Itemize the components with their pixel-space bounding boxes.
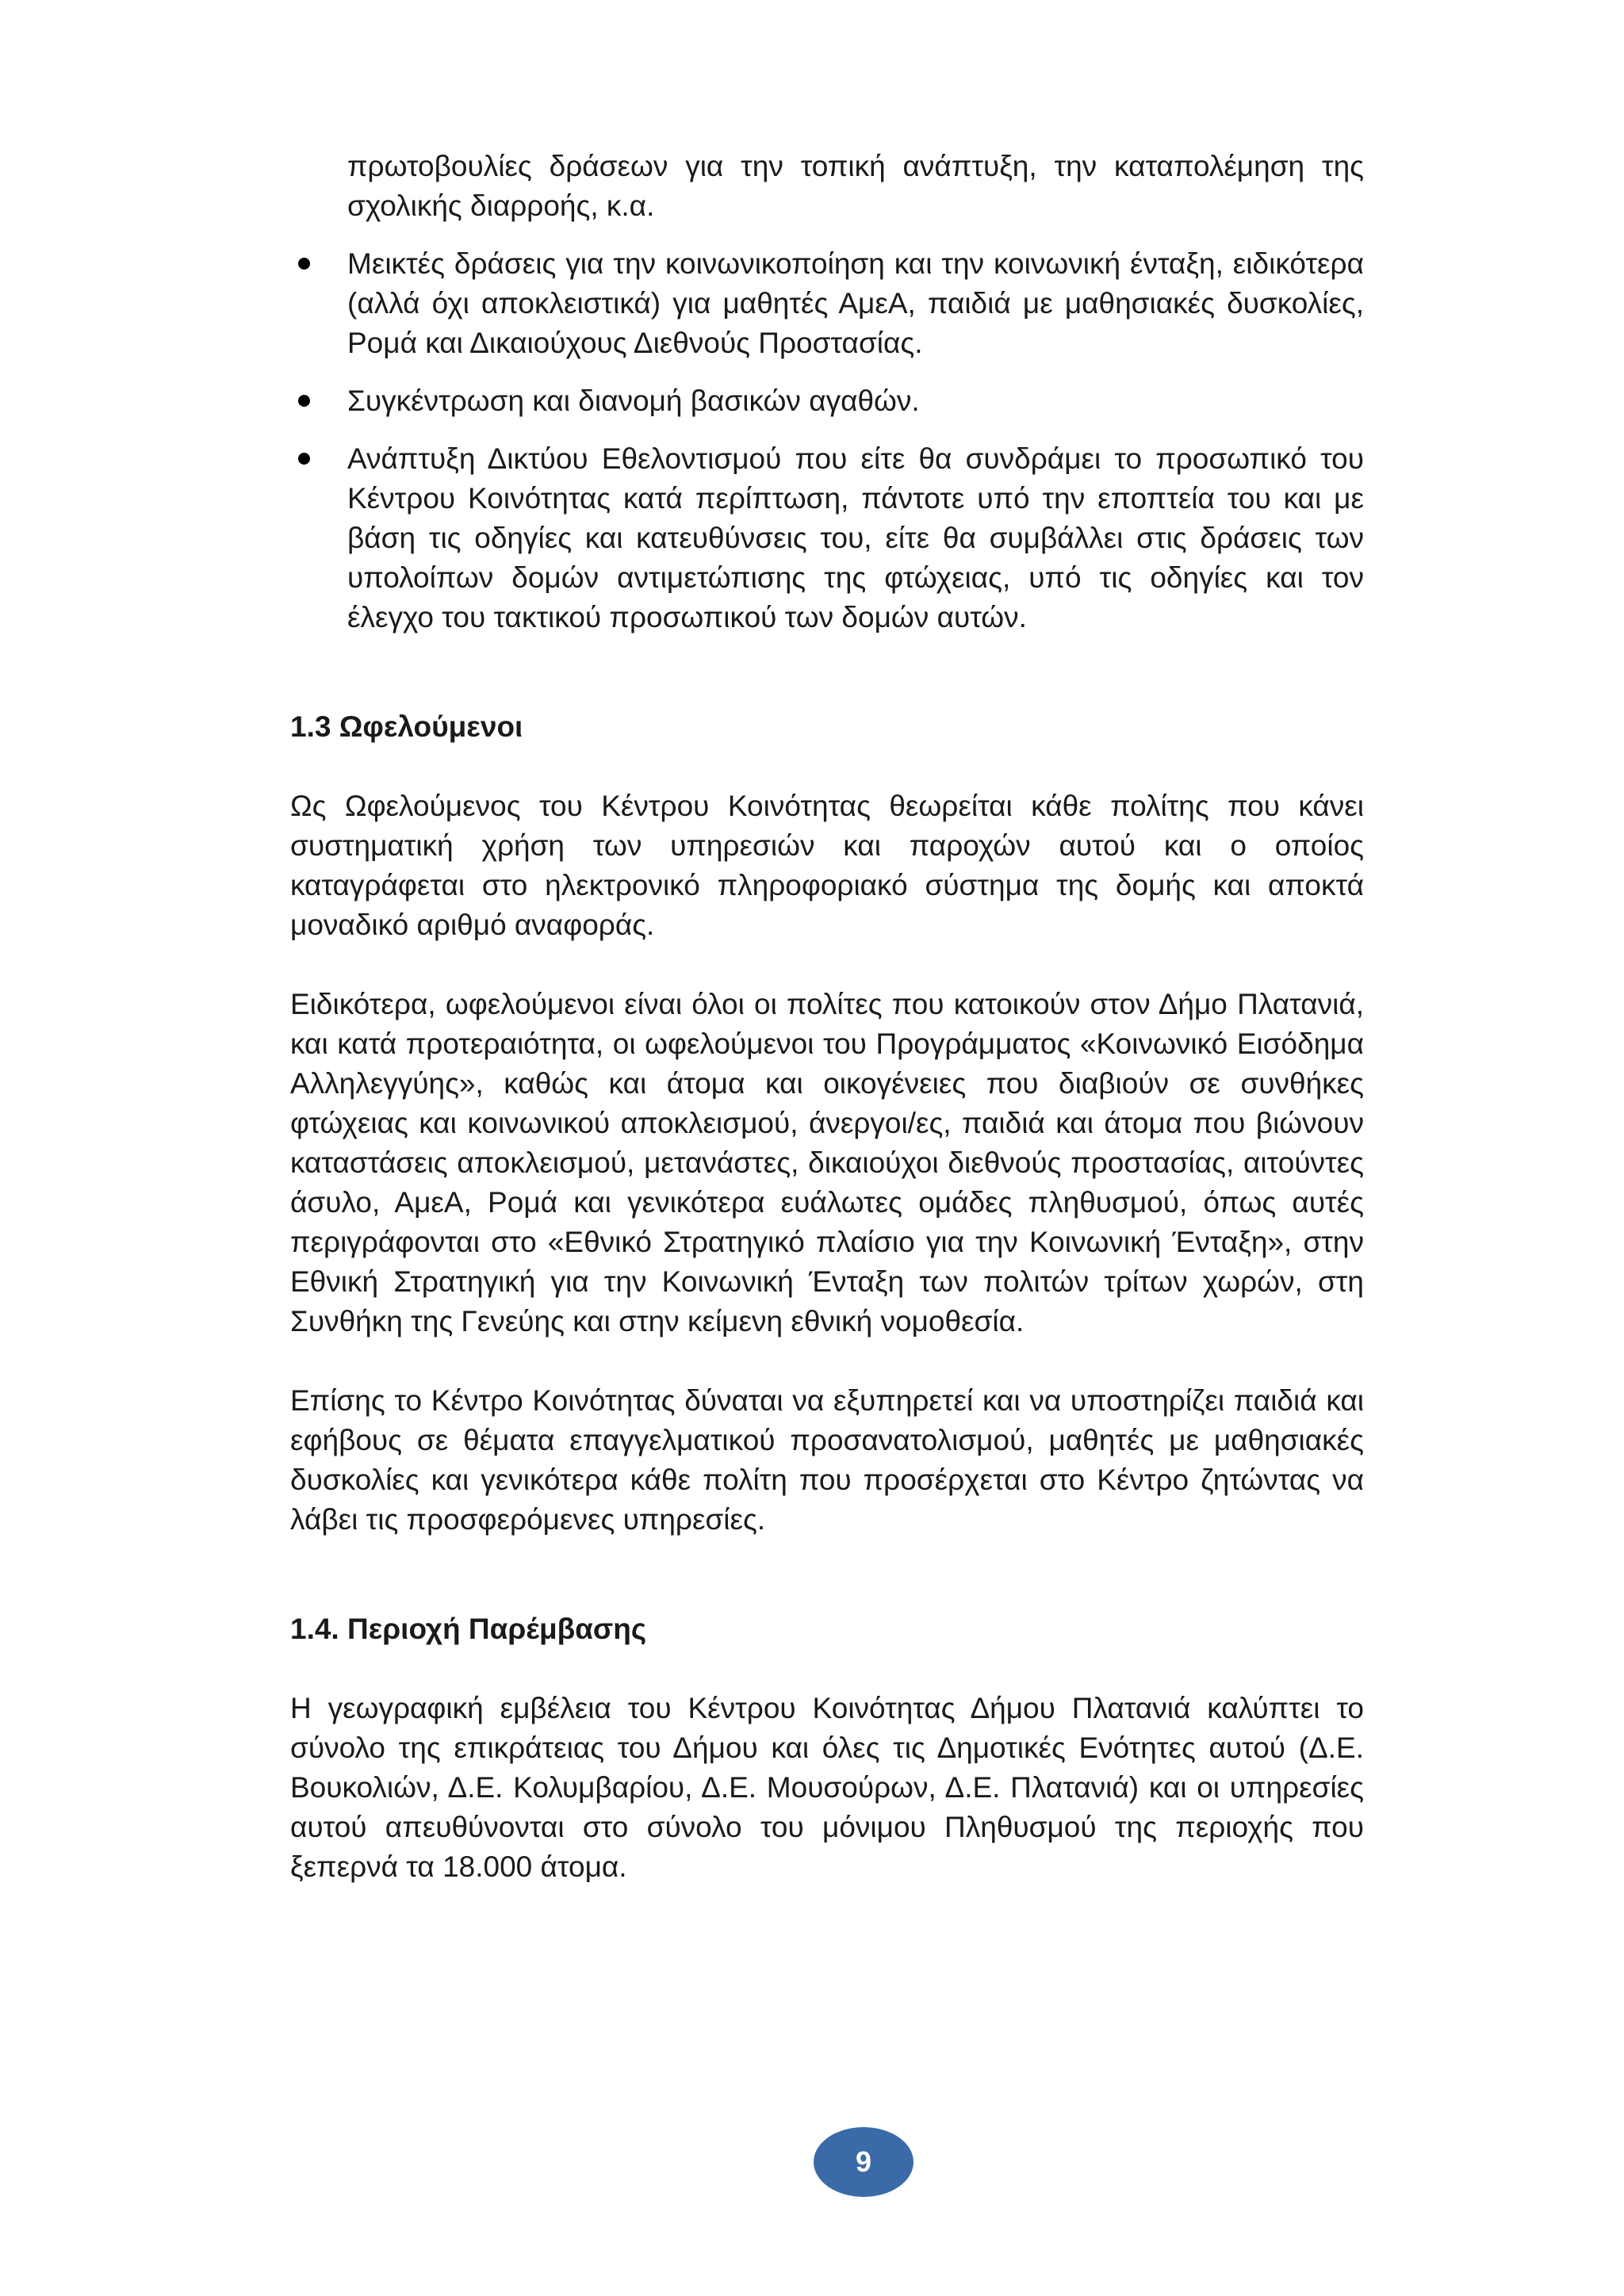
section-heading-intervention-area: 1.4. Περιοχή Παρέμβασης (290, 1613, 647, 1645)
bullet-icon (298, 258, 310, 270)
beneficiaries-paragraph-1: Ως Ωφελούμενος του Κέντρου Κοινότητας θεωρείται κάθε πολίτης που κάνει συστηματική χρήση των υπηρεσιών και παροχών αυτού και ο οποίος καταγράφεται στο ηλεκτρονικό πληροφοριακό σύστημα της δομής και αποκτά μοναδικό αριθμό αναφοράς. (290, 790, 1364, 941)
list-item-text: Μεικτές δράσεις για την κοινωνικοποίηση και την κοινωνική ένταξη, ειδικότερα (αλλά όχι αποκλειστικά) για μαθητές ΑμεΑ, παιδιά με μαθησιακές δυσκολίες, Ρομά και Δικαιούχους Διεθνούς Προστασίας. (347, 247, 1364, 359)
bullet-icon (298, 453, 310, 465)
beneficiaries-paragraph-3: Επίσης το Κέντρο Κοινότητας δύναται να εξυπηρετεί και να υποστηρίζει παιδιά και εφήβους σε θέματα επαγγελματικού προσανατολισμού, μαθητές με μαθησιακές δυσκολίες και γενικότερα κάθε πολίτη που προσέρχεται στο Κέντρο ζητώντας να λάβει τις προσφερόμενες υπηρεσίες. (290, 1384, 1364, 1536)
list-item (290, 439, 1364, 637)
list-item-text: Συγκέντρωση και διανομή βασικών αγαθών. (347, 385, 920, 417)
bullet-list (290, 244, 1364, 637)
list-item (290, 381, 1364, 421)
beneficiaries-paragraph-2: Ειδικότερα, ωφελούμενοι είναι όλοι οι πολίτες που κατοικούν στον Δήμο Πλατανιά, και κατά προτεραιότητα, οι ωφελούμενοι του Προγράμματος «Κοινωνικό Εισόδημα Αλληλεγγύης», καθώς και άτομα και οικογένειες που διαβιούν σε συνθήκες φτώχειας και κοινωνικού αποκλεισμού, άνεργοι/ες, παιδιά και άτομα που βιώνουν καταστάσεις αποκλεισμού, μετανάστες, δικαιούχοι διεθνούς προστασίας, αιτούντες άσυλο, ΑμεΑ, Ρομά και γενικότερα ευάλωτες ομάδες πληθυσμού, όπως αυτές περιγράφονται στο «Εθνικό Στρατηγικό πλαίσιο για την Κοινωνική Ένταξη», στην Εθνική Στρατηγική για την Κοινωνική Ένταξη των πολιτών τρίτων χωρών, στη Συνθήκη της Γενεύης και στην κείμενη εθνική νομοθεσία. (290, 988, 1364, 1337)
list-item (290, 244, 1364, 363)
list-item-text: Ανάπτυξη Δικτύου Εθελοντισμού που είτε θα συνδράμει το προσωπικό του Κέντρου Κοινότητας κατά περίπτωση, πάντοτε υπό την εποπτεία του και με βάση τις οδηγίες και κατευθύνσεις του, είτε θα συμβάλλει στις δράσεις των υπολοίπων δομών αντιμετώπισης της φτώχειας, υπό τις οδηγίες και τον έλεγχο του τακτικού προσωπικού των δομών αυτών. (347, 442, 1364, 633)
page-content (290, 147, 1364, 1887)
page-number-badge: 9 (814, 2127, 914, 2197)
section-heading-beneficiaries: 1.3 Ωφελούμενοι (290, 710, 523, 743)
intro-continuation: πρωτοβουλίες δράσεων για την τοπική ανάπτυξη, την καταπολέμηση της σχολικής διαρροής, κ.α. (347, 150, 1364, 222)
intervention-area-paragraph: Η γεωγραφική εμβέλεια του Κέντρου Κοινότητας Δήμου Πλατανιά καλύπτει το σύνολο της επικράτειας του Δήμου και όλες τις Δημοτικές Ενότητες αυτού (Δ.Ε. Βουκολιών, Δ.Ε. Κολυμβαρίου, Δ.Ε. Μουσούρων, Δ.Ε. Πλατανιά) και οι υπηρεσίες αυτού απευθύνονται στο σύνολο του μόνιμου Πληθυσμού της περιοχής που ξεπερνά τα 18.000 άτομα. (290, 1692, 1364, 1883)
bullet-icon (298, 395, 310, 407)
